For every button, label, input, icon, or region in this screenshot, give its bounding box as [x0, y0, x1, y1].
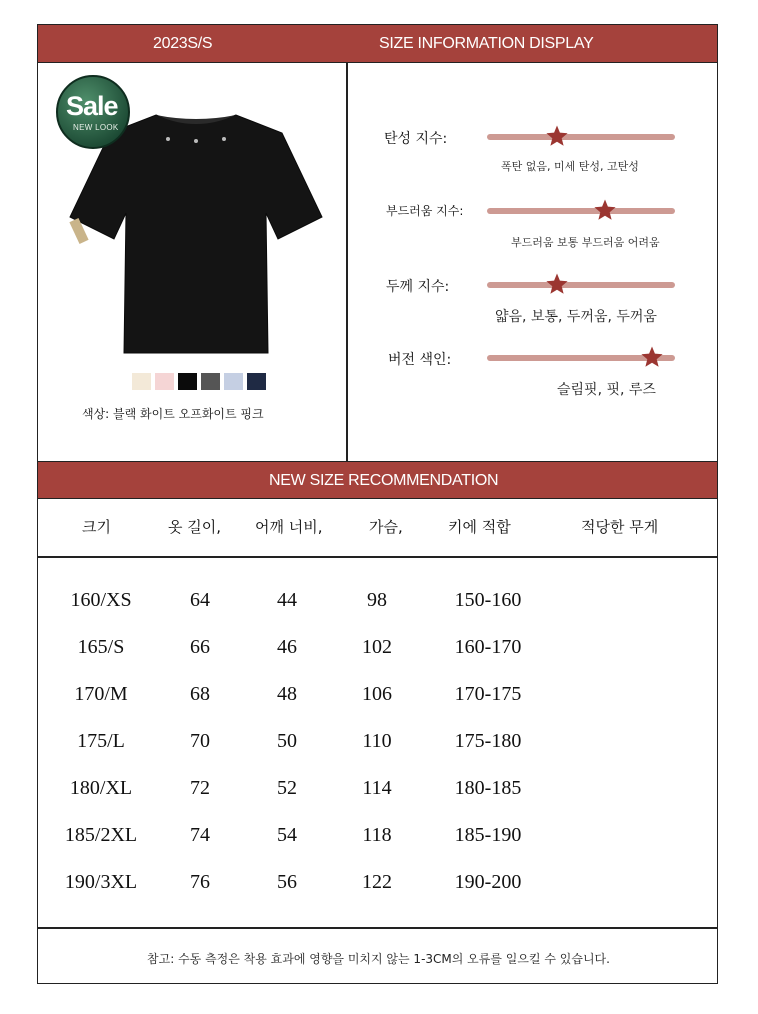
measurement-note: 참고: 수동 측정은 착용 효과에 영향을 미치지 않는 1-3CM의 오류를 일으킬 수 있습니다.: [147, 952, 610, 966]
index-level-star-icon: [545, 124, 569, 148]
table-cell: 70: [190, 730, 210, 752]
panel-divider: [346, 63, 348, 461]
table-cell: 56: [277, 871, 297, 893]
index-level-star-icon: [545, 272, 569, 296]
season-label: 2023S/S: [153, 35, 213, 52]
col-header-length: 옷 길이,: [168, 518, 222, 536]
color-swatch[interactable]: [155, 373, 174, 390]
index-label: 버전 색인:: [388, 352, 452, 368]
table-cell: 76: [190, 871, 210, 893]
table-cell: 50: [277, 730, 297, 752]
recommendation-bar: [38, 461, 717, 499]
table-cell: 68: [190, 683, 210, 705]
table-cell: 160-170: [454, 636, 522, 658]
color-swatch[interactable]: [201, 373, 220, 390]
col-header-chest: 가슴,: [369, 518, 403, 536]
table-cell: 185-190: [454, 824, 522, 846]
tshirt-image: [68, 109, 324, 359]
index-description: 폭탄 없음, 미세 탄성, 고탄성: [501, 160, 639, 173]
col-header-weight: 적당한 무게: [581, 518, 659, 536]
index-level-star-icon: [593, 198, 617, 222]
col-header-height: 키에 적합: [448, 518, 511, 536]
index-label: 부드러움 지수:: [386, 204, 464, 218]
table-cell: 52: [277, 777, 297, 799]
index-level-star-icon: [640, 345, 664, 369]
index-track: [487, 208, 675, 214]
col-header-size: 크기: [82, 518, 111, 536]
table-cell: 72: [190, 777, 210, 799]
table-cell: 46: [277, 636, 297, 658]
index-description: 얇음, 보통, 두꺼움, 두꺼움: [495, 309, 657, 325]
color-swatches: [132, 373, 266, 390]
table-cell: 180/XL: [69, 777, 133, 799]
colors-label: 색상: 블랙 화이트 오프화이트 핑크: [82, 407, 264, 421]
table-cell: 98: [367, 589, 387, 611]
header-title: SIZE INFORMATION DISPLAY: [379, 35, 594, 52]
index-track: [487, 282, 675, 288]
table-cell: 64: [190, 589, 210, 611]
table-cell: 122: [362, 871, 392, 893]
index-label: 탄성 지수:: [384, 131, 448, 147]
header-bar: [38, 25, 717, 63]
table-cell: 66: [190, 636, 210, 658]
color-swatch[interactable]: [224, 373, 243, 390]
table-cell: 165/S: [77, 636, 125, 658]
color-swatch[interactable]: [247, 373, 266, 390]
color-swatch[interactable]: [178, 373, 197, 390]
table-cell: 190/3XL: [64, 871, 138, 893]
table-cell: 175-180: [454, 730, 522, 752]
color-swatch[interactable]: [132, 373, 151, 390]
table-cell: 54: [277, 824, 297, 846]
sale-badge-main: Sale: [66, 91, 118, 121]
col-header-shoulder: 어깨 너비,: [255, 518, 323, 536]
table-cell: 48: [277, 683, 297, 705]
table-cell: 160/XS: [70, 589, 132, 611]
table-cell: 114: [362, 777, 392, 799]
table-cell: 170-175: [454, 683, 522, 705]
table-cell: 180-185: [454, 777, 522, 799]
index-label: 두께 지수:: [386, 279, 450, 295]
table-bottom-divider: [38, 927, 717, 929]
table-cell: 102: [362, 636, 392, 658]
table-cell: 150-160: [454, 589, 522, 611]
table-cell: 170/M: [74, 683, 128, 705]
table-cell: 175/L: [77, 730, 125, 752]
header-divider: [38, 556, 717, 558]
index-track: [487, 134, 675, 140]
sale-badge: [56, 75, 130, 149]
index-description: 슬림핏, 핏, 루즈: [557, 382, 656, 398]
table-cell: 110: [362, 730, 392, 752]
table-cell: 190-200: [454, 871, 522, 893]
table-cell: 74: [190, 824, 210, 846]
table-cell: 106: [362, 683, 392, 705]
index-description: 부드러움 보통 부드러움 어려움: [511, 236, 660, 249]
sale-badge-sub: NEW LOOK: [73, 123, 119, 132]
recommendation-title: NEW SIZE RECOMMENDATION: [269, 472, 499, 489]
table-cell: 185/2XL: [64, 824, 138, 846]
table-cell: 44: [277, 589, 297, 611]
table-cell: 118: [362, 824, 392, 846]
